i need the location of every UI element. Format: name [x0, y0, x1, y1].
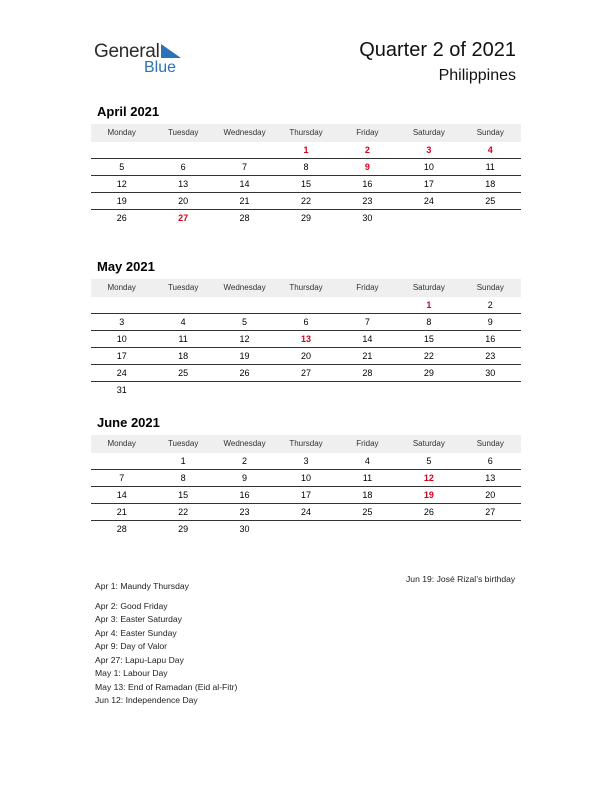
holiday-day-cell: 1 — [426, 300, 432, 310]
day-cell: 1 — [180, 456, 186, 466]
weekday-label: Friday — [356, 283, 379, 292]
day-cell — [152, 382, 213, 399]
day-cell: 19 — [239, 351, 250, 361]
day-cell: 6 — [303, 317, 309, 327]
day-cell: 23 — [239, 507, 250, 517]
day-cell: 27 — [485, 507, 496, 517]
day-cell: 9 — [487, 317, 493, 327]
month-april — [91, 104, 521, 227]
holiday-day-cell: 3 — [426, 145, 432, 155]
logo-text-general: General — [94, 41, 160, 62]
day-cell: 21 — [239, 196, 250, 206]
day-cell: 14 — [362, 334, 373, 344]
day-cell: 29 — [423, 368, 434, 378]
day-cell — [460, 521, 521, 538]
day-cell — [152, 297, 213, 314]
day-cell: 22 — [300, 196, 311, 206]
week-row — [91, 210, 521, 227]
day-cell: 28 — [116, 524, 127, 534]
day-cell: 12 — [239, 334, 250, 344]
holiday-day-cell: 13 — [300, 334, 311, 344]
weekday-label: Wednesday — [223, 439, 266, 448]
day-cell: 29 — [300, 213, 311, 223]
weekday-label: Saturday — [412, 439, 445, 448]
day-cell: 28 — [362, 368, 373, 378]
day-cell — [460, 382, 521, 399]
day-cell — [91, 297, 152, 314]
holiday-day-cell: 9 — [364, 162, 370, 172]
generalblue-logo — [94, 41, 194, 81]
day-cell: 28 — [239, 213, 250, 223]
holiday-entry: Jun 19: José Rizal’s birthday — [406, 574, 516, 584]
day-cell: 24 — [423, 196, 434, 206]
day-cell: 25 — [362, 507, 373, 517]
day-cell: 16 — [485, 334, 496, 344]
week-row — [91, 193, 521, 210]
day-cell: 22 — [178, 507, 189, 517]
day-cell: 21 — [362, 351, 373, 361]
day-cell: 16 — [239, 490, 250, 500]
country-name: Philippines — [438, 67, 516, 84]
weekday-label: Sunday — [476, 128, 504, 137]
holiday-day-cell: 1 — [303, 145, 309, 155]
day-cell: 24 — [116, 368, 127, 378]
day-cell: 7 — [242, 162, 248, 172]
day-cell: 10 — [423, 162, 434, 172]
day-cell — [337, 382, 398, 399]
weekday-label: Tuesday — [167, 439, 199, 448]
weekday-label: Saturday — [412, 283, 445, 292]
day-cell: 9 — [242, 473, 248, 483]
month-title: June 2021 — [97, 415, 160, 430]
week-row — [91, 331, 521, 348]
week-row — [91, 314, 521, 331]
day-cell: 14 — [116, 490, 127, 500]
day-cell: 7 — [119, 473, 125, 483]
holiday-entry: Apr 3: Easter Saturday — [95, 614, 182, 624]
day-cell: 24 — [300, 507, 311, 517]
day-cell — [214, 297, 275, 314]
day-cell — [275, 521, 336, 538]
day-cell: 16 — [362, 179, 373, 189]
holiday-entry: Jun 12: Independence Day — [95, 695, 198, 705]
day-cell: 20 — [300, 351, 311, 361]
holiday-entry: Apr 9: Day of Valor — [95, 641, 167, 651]
day-cell: 17 — [116, 351, 127, 361]
month-title: April 2021 — [97, 104, 160, 119]
day-cell — [398, 210, 459, 227]
weekday-label: Thursday — [289, 128, 323, 137]
day-cell: 10 — [116, 334, 127, 344]
day-cell — [337, 521, 398, 538]
weekday-label: Thursday — [289, 283, 323, 292]
day-cell — [152, 142, 213, 159]
holiday-entry: Apr 1: Maundy Thursday — [95, 581, 189, 591]
day-cell: 18 — [178, 351, 189, 361]
month-may — [91, 259, 521, 399]
day-cell: 11 — [362, 473, 373, 483]
holiday-day-cell: 12 — [423, 473, 434, 483]
holiday-day-cell: 2 — [364, 145, 370, 155]
holiday-day-cell: 19 — [423, 490, 434, 500]
weekday-label: Monday — [107, 439, 136, 448]
weekday-label: Wednesday — [223, 128, 266, 137]
holiday-entry: May 13: End of Ramadan (Eid al-Fitr) — [95, 681, 238, 692]
day-cell: 29 — [178, 524, 189, 534]
weekday-label: Friday — [356, 439, 379, 448]
day-cell: 17 — [423, 179, 434, 189]
day-cell: 5 — [119, 162, 125, 172]
day-cell: 15 — [300, 179, 311, 189]
day-cell: 15 — [178, 490, 189, 500]
day-cell: 21 — [116, 507, 127, 517]
weekday-header — [91, 124, 521, 142]
weekday-header — [91, 435, 521, 453]
day-cell: 20 — [485, 490, 496, 500]
day-cell: 19 — [116, 196, 127, 206]
day-cell: 27 — [300, 368, 311, 378]
day-cell — [214, 142, 275, 159]
day-cell: 26 — [239, 368, 250, 378]
week-row — [91, 365, 521, 382]
day-cell: 6 — [180, 162, 186, 172]
day-cell: 4 — [180, 317, 186, 327]
weekday-label: Tuesday — [167, 128, 199, 137]
day-cell — [398, 521, 459, 538]
weekday-label: Wednesday — [223, 283, 266, 292]
weekday-label: Tuesday — [167, 283, 199, 292]
week-row — [91, 142, 521, 159]
holiday-entry: Apr 2: Good Friday — [95, 600, 168, 611]
weekday-label: Monday — [107, 128, 136, 137]
day-cell: 14 — [239, 179, 250, 189]
holiday-entry: May 1: Labour Day — [95, 668, 168, 678]
week-row — [91, 521, 521, 538]
day-cell: 4 — [364, 456, 370, 466]
day-cell: 26 — [116, 213, 127, 223]
day-cell: 8 — [303, 162, 309, 172]
day-cell: 20 — [178, 196, 189, 206]
holiday-day-cell: 27 — [178, 213, 189, 223]
day-cell: 23 — [485, 351, 496, 361]
day-cell: 13 — [178, 179, 189, 189]
week-row — [91, 176, 521, 193]
day-cell: 12 — [116, 179, 127, 189]
logo-text-blue: Blue — [144, 59, 177, 76]
day-cell: 10 — [300, 473, 311, 483]
day-cell: 30 — [485, 368, 496, 378]
day-cell: 18 — [362, 490, 373, 500]
holiday-day-cell: 4 — [487, 145, 493, 155]
day-cell: 11 — [485, 162, 495, 172]
day-cell: 23 — [362, 196, 373, 206]
month-title: May 2021 — [97, 259, 155, 274]
day-cell: 30 — [362, 213, 373, 223]
day-cell: 22 — [423, 351, 434, 361]
holiday-list-column-2 — [406, 573, 516, 587]
month-june — [91, 415, 521, 538]
day-cell: 2 — [487, 300, 493, 310]
day-cell: 26 — [423, 507, 434, 517]
week-row — [91, 159, 521, 176]
day-cell: 11 — [178, 334, 188, 344]
week-row — [91, 487, 521, 504]
day-cell — [460, 210, 521, 227]
week-row — [91, 382, 521, 399]
weekday-header — [91, 279, 521, 297]
weekday-label: Sunday — [476, 439, 504, 448]
logo-triangle-icon — [161, 44, 181, 60]
day-cell: 5 — [242, 317, 248, 327]
week-row — [91, 470, 521, 487]
day-cell: 3 — [303, 456, 309, 466]
day-cell: 3 — [119, 317, 125, 327]
weekday-label: Thursday — [289, 439, 323, 448]
day-cell: 5 — [426, 456, 432, 466]
day-cell — [91, 453, 152, 470]
day-cell: 18 — [485, 179, 496, 189]
weekday-label: Sunday — [476, 283, 504, 292]
week-row — [91, 348, 521, 365]
week-row — [91, 504, 521, 521]
day-cell: 6 — [487, 456, 493, 466]
weekday-label: Saturday — [412, 128, 445, 137]
day-cell: 25 — [485, 196, 496, 206]
day-cell: 31 — [116, 385, 127, 395]
page-title: Quarter 2 of 2021 — [359, 39, 516, 61]
day-cell: 8 — [180, 473, 186, 483]
day-cell: 13 — [485, 473, 496, 483]
day-cell: 2 — [242, 456, 248, 466]
day-cell — [275, 297, 336, 314]
holiday-entry: Apr 4: Easter Sunday — [95, 627, 177, 638]
day-cell — [337, 297, 398, 314]
weekday-label: Monday — [107, 283, 136, 292]
holiday-entry: Apr 27: Lapu-Lapu Day — [95, 654, 184, 665]
day-cell — [91, 142, 152, 159]
day-cell: 25 — [178, 368, 189, 378]
day-cell — [275, 382, 336, 399]
day-cell: 15 — [423, 334, 434, 344]
day-cell — [214, 382, 275, 399]
day-cell: 8 — [426, 317, 432, 327]
day-cell: 17 — [300, 490, 311, 500]
day-cell: 30 — [239, 524, 250, 534]
weekday-label: Friday — [356, 128, 379, 137]
holiday-list — [95, 580, 237, 708]
week-row — [91, 453, 521, 470]
week-row — [91, 297, 521, 314]
day-cell — [398, 382, 459, 399]
day-cell: 7 — [364, 317, 370, 327]
